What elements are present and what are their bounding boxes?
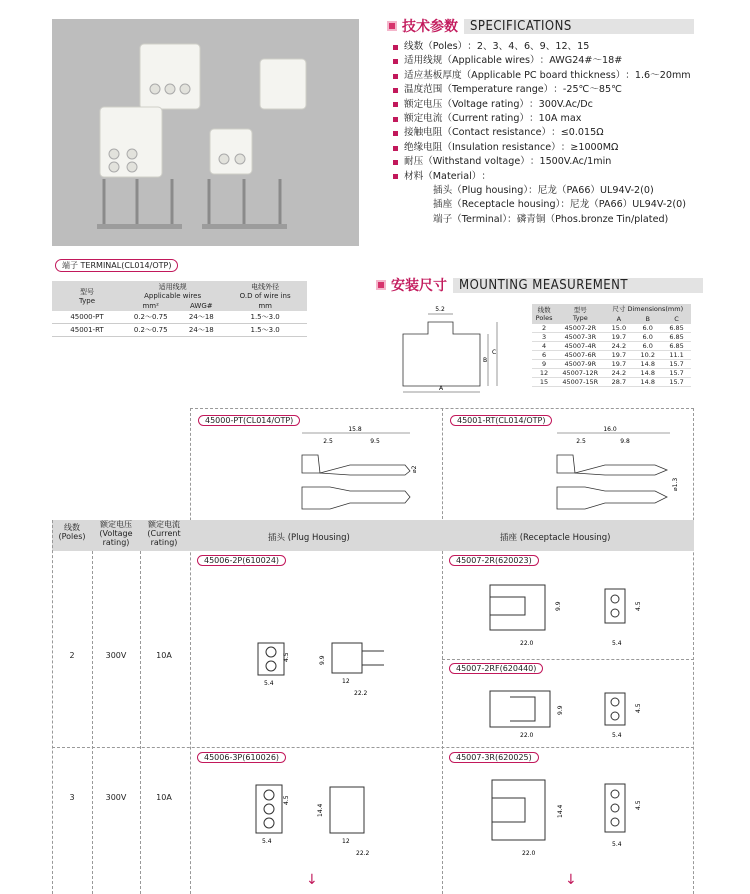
table-cell: 6.0	[633, 342, 662, 351]
table-cell: 15.0	[604, 324, 633, 333]
table-cell: 6.85	[662, 333, 691, 342]
r3-dim-220: 22.0	[522, 850, 536, 857]
dimension-table	[532, 304, 691, 387]
product-photo	[52, 19, 359, 246]
bullet-icon	[393, 45, 398, 50]
p3-dim-45: 4.5	[283, 795, 290, 805]
table-cell: 11.1	[662, 351, 691, 360]
h-volt-cn: 额定电压	[100, 520, 132, 529]
table-cell: 45007-12R	[556, 369, 604, 378]
mh-poles-cn: 线数	[537, 306, 551, 314]
rec-2r-label: 45007-2R(620023)	[449, 555, 539, 566]
table-cell: 12	[532, 369, 556, 378]
table-cell: 14.8	[633, 360, 662, 369]
spec-val: ：1500V.Ac/1min	[529, 156, 612, 168]
bullet-square-icon	[387, 21, 397, 31]
bullet-icon	[393, 160, 398, 165]
p3-dim-54: 5.4	[262, 838, 272, 845]
bullet-icon	[393, 131, 398, 136]
table-row	[532, 360, 691, 369]
table-row	[532, 324, 691, 333]
r3-dim-45: 4.5	[635, 800, 642, 810]
t2-dim-160: 16.0	[603, 426, 617, 433]
spec-val: ：≥1000MΩ	[560, 141, 619, 153]
table-cell: 9	[532, 360, 556, 369]
p2-dim-12: 12	[342, 678, 350, 685]
table-cell: 10.2	[633, 351, 662, 360]
mh-poles-en: Poles	[535, 314, 553, 322]
table-row	[532, 369, 691, 378]
spec-row	[393, 40, 691, 54]
spec-row	[393, 83, 691, 97]
h-type-cn: 型号	[80, 288, 94, 296]
table-row	[532, 333, 691, 342]
connector-illustration	[52, 19, 359, 246]
spec-row	[393, 141, 691, 155]
mh-type-en: Type	[572, 314, 588, 322]
terminal-label: 端子 TERMINAL(CL014/OTP)	[55, 259, 178, 272]
terminal-drawing-2	[545, 425, 690, 517]
table-cell: 45007-9R	[556, 360, 604, 369]
spec-row	[393, 170, 691, 184]
t2-dim-98: 9.8	[620, 438, 630, 445]
spec-en: （Withstand voltage）	[423, 156, 530, 168]
p3-dim-144: 14.4	[317, 803, 324, 817]
h-volt	[92, 520, 140, 547]
rec-2rf-label: 45007-2RF(620440)	[449, 663, 543, 674]
table-row	[532, 351, 691, 360]
terminal-drawing-1	[290, 425, 440, 517]
r2-dim-54: 5.4	[612, 640, 622, 647]
table-row	[52, 324, 307, 337]
bullet-icon	[393, 117, 398, 122]
h-wire-en: Applicable wires	[144, 292, 202, 300]
table-row	[52, 311, 307, 324]
spec-row	[393, 98, 691, 112]
table-cell: 6	[532, 351, 556, 360]
spec-row	[393, 54, 691, 68]
table-cell: 15.7	[662, 378, 691, 387]
h-plug-housing: 插头 (Plug Housing)	[268, 533, 350, 543]
table-cell: 6.0	[633, 333, 662, 342]
spec-val: ：2、3、4、6、9、12、15	[467, 41, 590, 52]
mh-a: A	[604, 314, 633, 324]
spec-row	[393, 126, 691, 140]
bullet-icon	[393, 88, 398, 93]
table-cell: 28.7	[604, 378, 633, 387]
spec-cn: 适用线规	[404, 55, 443, 67]
table-cell: 19.7	[604, 351, 633, 360]
t1-dim-95: 9.5	[370, 438, 380, 445]
table-cell: 45007-4R	[556, 342, 604, 351]
r3-dim-144: 14.4	[557, 804, 564, 818]
spec-val: ：AWG24#～18#	[539, 55, 623, 67]
row2-current: 10A	[156, 793, 172, 802]
h-awg: AWG#	[179, 301, 223, 311]
h-type-en: Type	[78, 297, 96, 305]
material-row: 插座（Receptacle housing）：尼龙（PA66）UL94V-2(0)	[433, 199, 687, 211]
spec-en: （Contact resistance）	[442, 127, 552, 139]
spec-val: ：1.6～20mm	[625, 69, 691, 81]
plug-3p-label: 45006-3P(610026)	[197, 752, 286, 763]
mh-dim-en: Dimensions(mm)	[627, 305, 684, 313]
table-cell: 0.2～0.75	[122, 311, 179, 324]
spec-en: （Applicable PC board thickness）	[461, 69, 626, 81]
table-row	[532, 342, 691, 351]
h-volt-en2: rating)	[102, 538, 130, 547]
h-volt-en1: (Voltage	[99, 529, 133, 538]
h-cur-en2: rating)	[150, 538, 178, 547]
rf-dim-220: 22.0	[520, 732, 534, 739]
dim-c: C	[492, 349, 497, 356]
t1-dim-d2: ⌀2	[411, 465, 418, 473]
table-cell: 1.5～3.0	[223, 311, 307, 324]
r2-dim-99: 9.9	[555, 601, 562, 611]
rf-dim-99: 9.9	[557, 705, 564, 715]
spec-val: ：300V.Ac/Dc	[529, 98, 593, 110]
material-row: 插头（Plug housing）：尼龙（PA66）UL94V-2(0)	[433, 185, 654, 197]
t2-dim-d13: ⌀1.3	[672, 477, 679, 491]
bullet-square-icon	[376, 280, 386, 290]
table-row	[532, 378, 691, 387]
mounting-diagram	[395, 302, 505, 397]
t2-dim-25: 2.5	[576, 438, 586, 445]
mh-type-cn: 型号	[573, 306, 587, 314]
table-cell: 19.7	[604, 333, 633, 342]
specs-header	[387, 17, 694, 35]
h-poles-cn: 线数	[64, 523, 80, 532]
h-poles-en: (Poles)	[58, 532, 86, 541]
plug-2p-drawing	[244, 635, 384, 705]
table-cell: 6.85	[662, 324, 691, 333]
spec-en: （Voltage rating）	[442, 98, 530, 110]
plug-2p-label: 45006-2P(610024)	[197, 555, 286, 566]
spec-cn: 额定电流	[404, 113, 443, 125]
r2-dim-220: 22.0	[520, 640, 534, 647]
spec-cn: 额定电压	[404, 98, 443, 110]
h-od-en: O.D of wire ins	[239, 292, 291, 300]
mh-c: C	[662, 314, 691, 324]
table-cell: 1.5～3.0	[223, 324, 307, 337]
spec-row	[393, 69, 691, 83]
spec-en: （Temperature range）	[442, 84, 554, 96]
h-cur-en1: (Current	[147, 529, 181, 538]
t1-dim-25: 2.5	[323, 438, 333, 445]
rf-dim-45: 4.5	[635, 703, 642, 713]
spec-val: ：≤0.015Ω	[551, 127, 604, 139]
rec-2r-drawing	[480, 575, 650, 650]
table-cell: 6.0	[633, 324, 662, 333]
table-cell: 6.85	[662, 342, 691, 351]
mh-b: B	[633, 314, 662, 324]
term-drawing-1-label: 45000-PT(CL014/OTP)	[198, 415, 300, 426]
bullet-icon	[393, 174, 398, 179]
table-cell: 15.7	[662, 360, 691, 369]
h-mm2: mm²	[122, 301, 179, 311]
specs-title-en: SPECIFICATIONS	[464, 19, 694, 34]
table-cell: 19.7	[604, 360, 633, 369]
table-cell: 2	[532, 324, 556, 333]
table-cell: 14.8	[633, 369, 662, 378]
table-cell: 45007-15R	[556, 378, 604, 387]
mount-title-cn: 安装尺寸	[391, 278, 447, 294]
h-od-cn: 电线外径	[251, 283, 280, 291]
spec-row	[393, 155, 691, 169]
spec-row	[393, 112, 691, 126]
dim-a: A	[438, 385, 444, 392]
table-cell: 14.8	[633, 378, 662, 387]
spec-cn: 线数	[404, 41, 424, 52]
bullet-icon	[393, 146, 398, 151]
r3-dim-54: 5.4	[612, 841, 622, 848]
arrow-down-icon: ↓	[565, 872, 577, 888]
spec-val: ：	[481, 170, 491, 182]
rec-3r-label: 45007-3R(620025)	[449, 752, 539, 763]
table-cell: 24.2	[604, 369, 633, 378]
h-mm: mm	[223, 301, 307, 311]
row1-current: 10A	[156, 651, 172, 660]
arrow-down-icon: ↓	[306, 872, 318, 888]
t1-dim-158: 15.8	[348, 426, 362, 433]
material-row: 端子（Terminal）：磷青铜（Phos.bronze Tin/plated)	[433, 213, 669, 225]
p2-dim-45: 4.5	[283, 652, 290, 662]
spec-cn: 材料	[404, 170, 424, 182]
h-receptacle-housing: 插座 (Receptacle Housing)	[500, 533, 611, 543]
bullet-icon	[393, 74, 398, 79]
spec-en: （Current rating）	[442, 113, 530, 125]
table-cell: 45007-2R	[556, 324, 604, 333]
table-cell: 24～18	[179, 311, 223, 324]
table-cell: 24.2	[604, 342, 633, 351]
bullet-icon	[393, 59, 398, 64]
h-poles	[52, 523, 92, 541]
spec-cn: 耐压	[404, 156, 424, 168]
terminal-table	[52, 281, 307, 337]
spec-cn: 温度范围	[404, 84, 443, 96]
table-cell: 24～18	[179, 324, 223, 337]
p2-dim-222: 22.2	[354, 690, 368, 697]
spec-en: （Poles）	[423, 41, 468, 52]
spec-cn: 适应基板厚度	[404, 69, 462, 81]
p2-dim-99: 9.9	[319, 655, 326, 665]
p2-dim-54: 5.4	[264, 680, 274, 687]
table-cell: 45000-PT	[52, 311, 122, 324]
spec-en: （Material）	[423, 170, 482, 182]
table-cell: 45001-RT	[52, 324, 122, 337]
p3-dim-12: 12	[342, 838, 350, 845]
mh-dim-cn: 尺寸	[612, 305, 626, 313]
mount-header	[376, 276, 703, 294]
spec-val: ：-25℃～85℃	[553, 84, 622, 96]
row2-voltage: 300V	[105, 793, 127, 802]
row2-poles: 3	[69, 793, 75, 802]
table-cell: 15.7	[662, 369, 691, 378]
dim-b: B	[483, 357, 488, 364]
spec-cn: 绝缘电阻	[404, 141, 443, 153]
h-current	[140, 520, 188, 547]
term-drawing-2-label: 45001-RT(CL014/OTP)	[450, 415, 552, 426]
spec-cn: 接触电阻	[404, 127, 443, 139]
spec-val: ：10A max	[529, 113, 582, 125]
mount-title-en: MOUNTING MEASUREMENT	[453, 278, 703, 293]
rf-dim-54: 5.4	[612, 732, 622, 739]
r2-dim-45: 4.5	[635, 601, 642, 611]
table-cell: 3	[532, 333, 556, 342]
table-cell: 45007-6R	[556, 351, 604, 360]
dim-5-2: 5.2	[435, 306, 445, 313]
table-cell: 45007-3R	[556, 333, 604, 342]
table-cell: 15	[532, 378, 556, 387]
plug-3p-drawing	[244, 775, 384, 860]
table-cell: 0.2～0.75	[122, 324, 179, 337]
spec-en: （Applicable wires）	[442, 55, 540, 67]
h-wire-cn: 适用线规	[158, 283, 187, 291]
row1-voltage: 300V	[105, 651, 127, 660]
bullet-icon	[393, 102, 398, 107]
rec-2rf-drawing	[480, 685, 650, 745]
p3-dim-222: 22.2	[356, 850, 370, 857]
h-cur-cn: 额定电流	[148, 520, 180, 529]
specs-title-cn: 技术参数	[402, 19, 458, 35]
spec-en: （Insulation resistance）	[442, 141, 561, 153]
specs-list	[393, 40, 691, 227]
table-cell: 4	[532, 342, 556, 351]
rec-3r-drawing	[480, 770, 650, 860]
row1-poles: 2	[69, 651, 75, 660]
